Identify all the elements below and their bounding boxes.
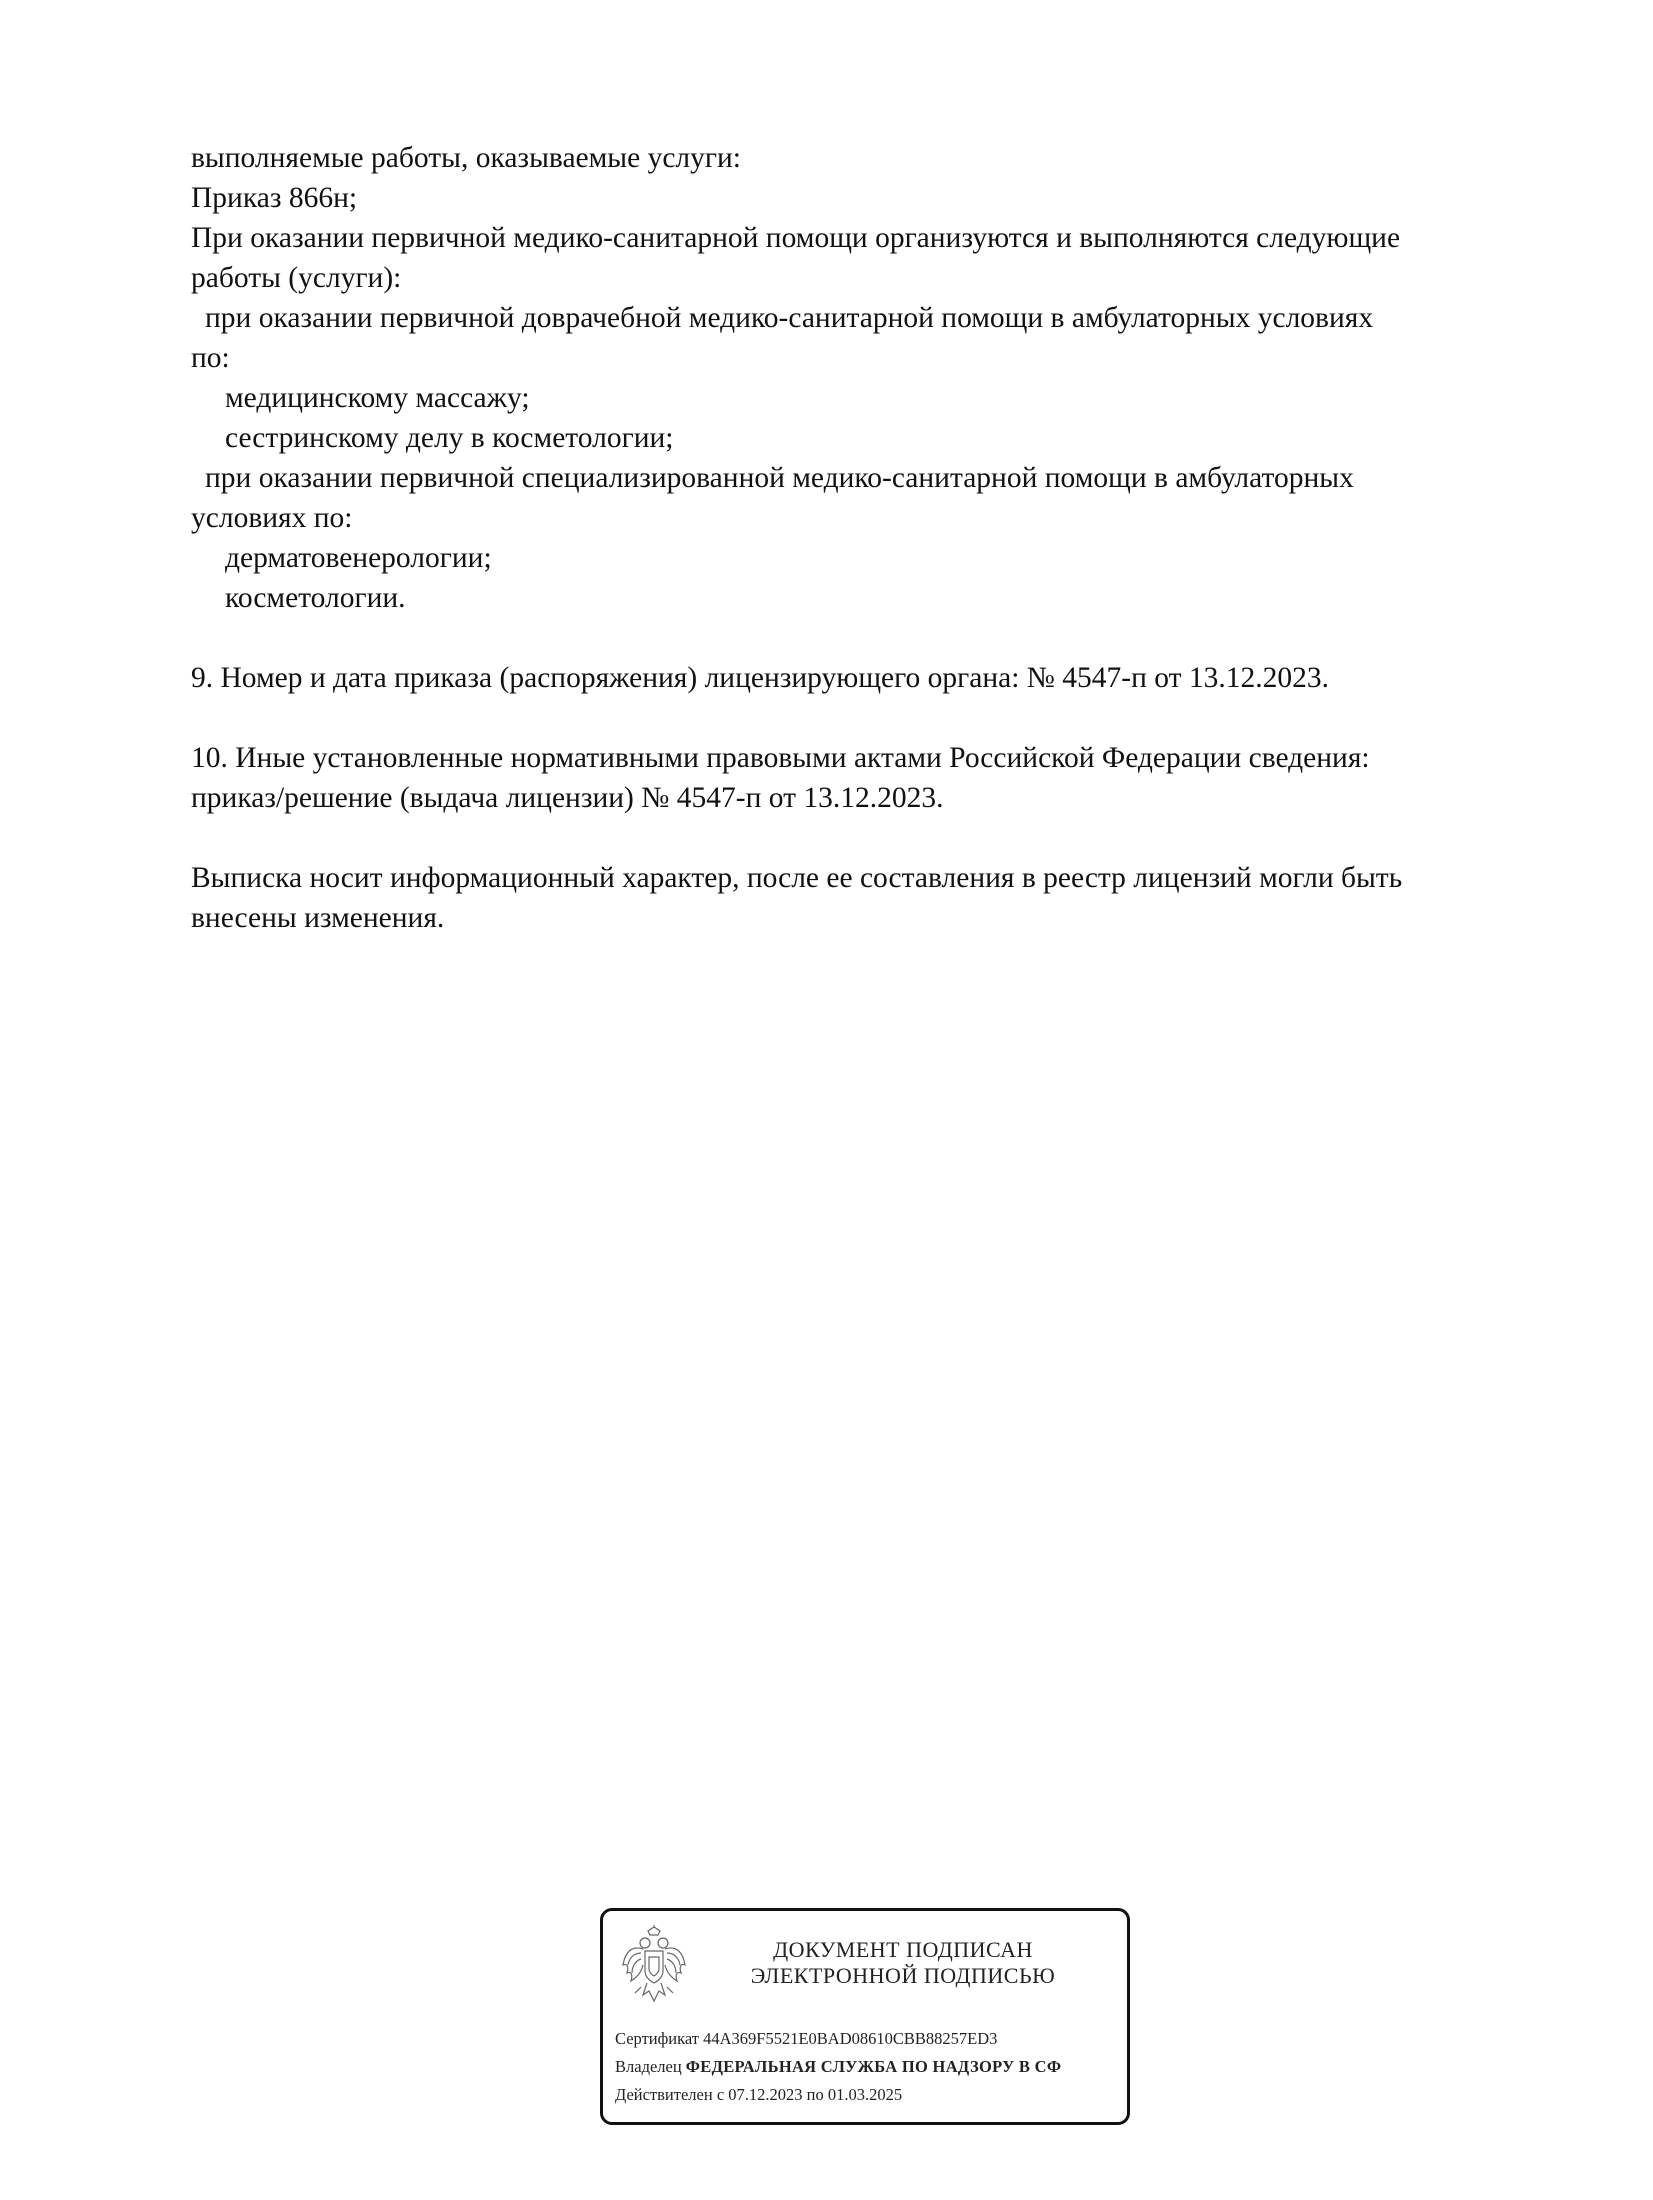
- note-line-2: внесены изменения.: [191, 902, 445, 934]
- text-line: работы (услуги):: [191, 262, 402, 294]
- spacer: [191, 818, 1551, 858]
- text-line: медицинскому массажу;: [225, 382, 530, 414]
- owner-line: [615, 2057, 1061, 2077]
- item-10-line-1: 10. Иные установленные нормативными правовыми актами Российской Федерации сведения:: [191, 742, 1370, 774]
- item-10-line-2: приказ/решение (выдача лицензии) № 4547-п от 13.12.2023.: [191, 782, 944, 814]
- certificate-value: 44A369F5521E0BAD08610CBB88257ED3: [703, 2029, 998, 2048]
- validity-value: с 07.12.2023 по 01.03.2025: [716, 2085, 903, 2104]
- signature-stamp: [600, 1908, 1130, 2125]
- note-line-1: Выписка носит информационный характер, после ее составления в реестр лицензий могли быть: [191, 862, 1403, 894]
- text-line: при оказании первичной доврачебной медико-санитарной помощи в амбулаторных условиях: [205, 302, 1374, 334]
- text-line: дерматовенерологии;: [225, 542, 492, 574]
- owner-value: ФЕДЕРАЛЬНАЯ СЛУЖБА ПО НАДЗОРУ В СФ: [685, 2057, 1062, 2076]
- text-line: При оказании первичной медико-санитарной помощи организуются и выполняются следующие: [191, 222, 1401, 254]
- certificate-label: Сертификат: [615, 2029, 699, 2048]
- text-line: при оказании первичной специализированной медико-санитарной помощи в амбулаторных: [205, 462, 1354, 494]
- text-line: по:: [191, 342, 230, 374]
- certificate-line: [615, 2029, 997, 2049]
- text-line: сестринскому делу в косметологии;: [225, 422, 674, 454]
- text-line: косметологии.: [225, 582, 406, 614]
- owner-label: Владелец: [615, 2057, 682, 2076]
- coat-of-arms-icon: [621, 1925, 687, 2007]
- stamp-title-line-2: ЭЛЕКТРОННОЙ ПОДПИСЬЮ: [750, 1963, 1056, 1988]
- validity-label: Действителен: [615, 2085, 713, 2104]
- spacer: [191, 618, 1551, 658]
- text-line: выполняемые работы, оказываемые услуги:: [191, 142, 741, 174]
- validity-line: [615, 2085, 902, 2105]
- spacer: [191, 698, 1551, 738]
- stamp-title-line-1: ДОКУМЕНТ ПОДПИСАН: [773, 1937, 1033, 1962]
- text-line: Приказ 866н;: [191, 182, 358, 214]
- item-9: 9. Номер и дата приказа (распоряжения) лицензирующего органа: № 4547-п от 13.12.2023.: [191, 662, 1330, 694]
- text-line: условиях по:: [191, 502, 353, 534]
- document-body: [191, 138, 1551, 938]
